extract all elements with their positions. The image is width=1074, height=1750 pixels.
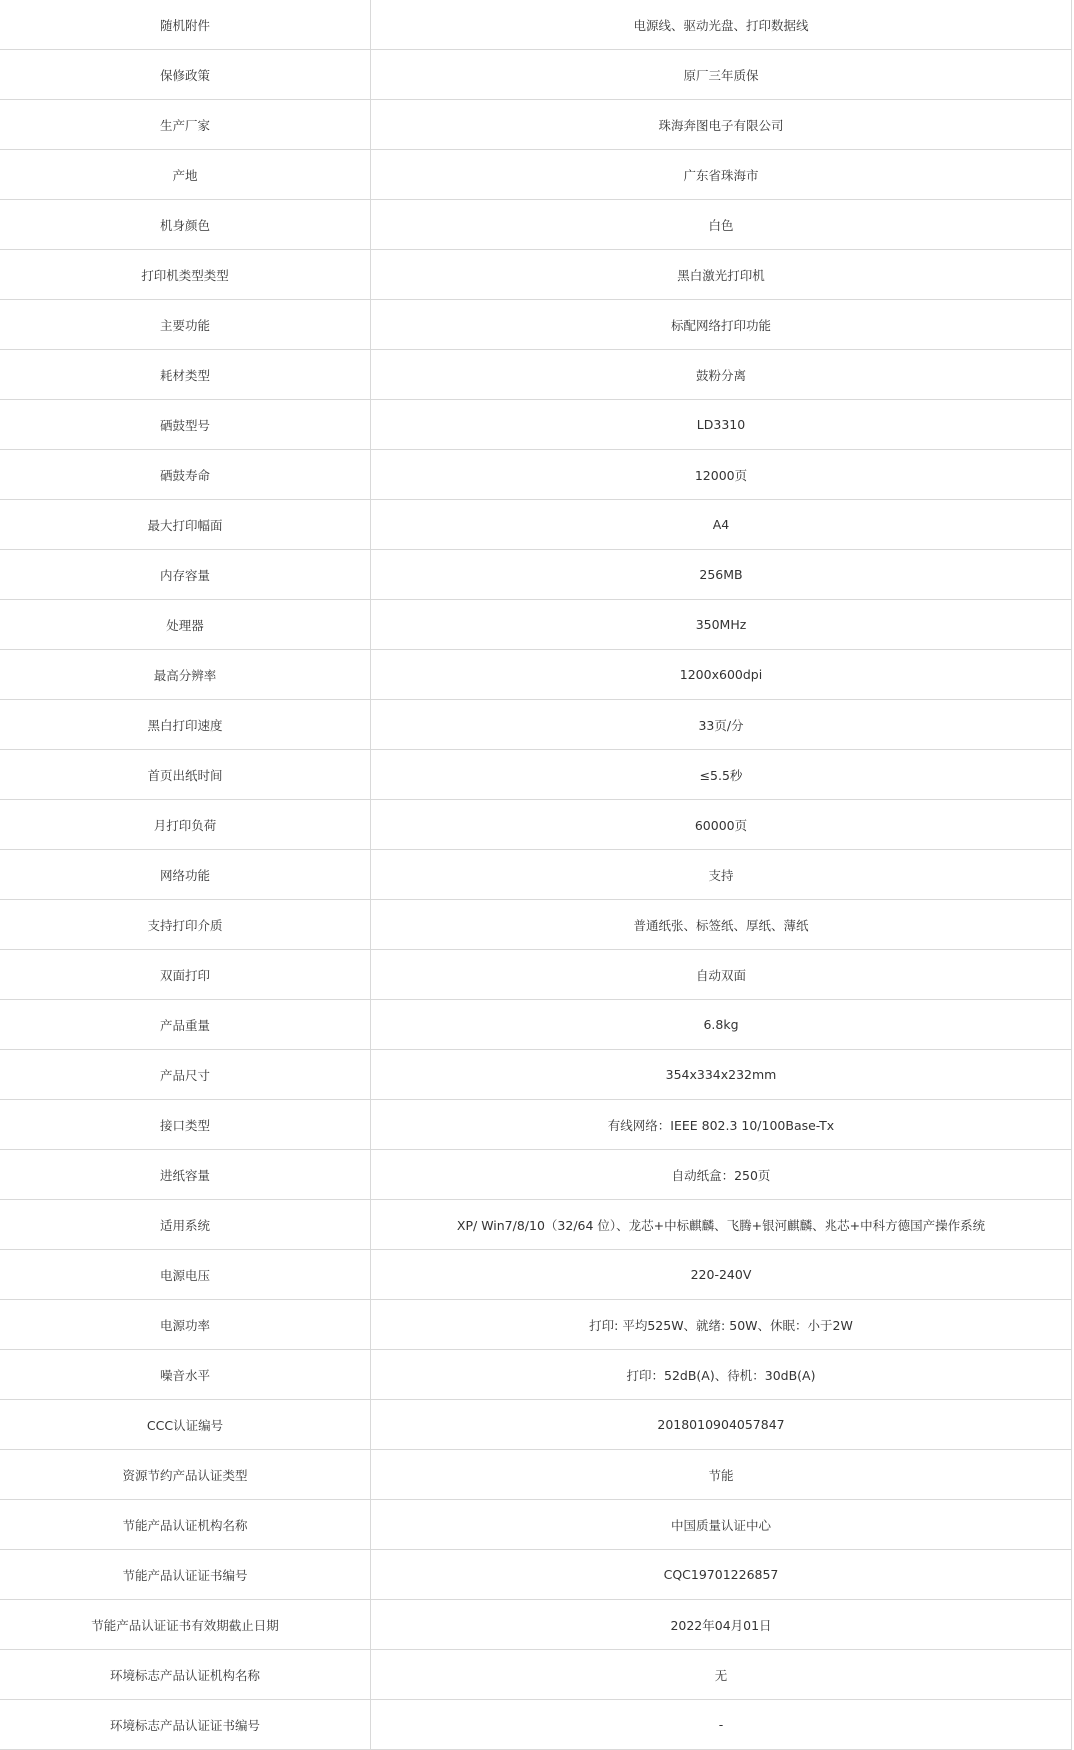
spec-value: 打印：52dB(A)、待机：30dB(A) (371, 1350, 1072, 1400)
spec-row (0, 750, 1072, 800)
spec-row (0, 700, 1072, 750)
spec-value: 中国质量认证中心 (371, 1500, 1072, 1550)
spec-value: 256MB (371, 550, 1072, 600)
spec-row (0, 1300, 1072, 1350)
spec-row (0, 1250, 1072, 1300)
spec-label: 适用系统 (0, 1200, 371, 1250)
spec-label: 进纸容量 (0, 1150, 371, 1200)
spec-row (0, 1450, 1072, 1500)
spec-row (0, 150, 1072, 200)
spec-label: 支持打印介质 (0, 900, 371, 950)
spec-row (0, 550, 1072, 600)
spec-label: 节能产品认证机构名称 (0, 1500, 371, 1550)
spec-row (0, 1700, 1072, 1750)
spec-value: 自动双面 (371, 950, 1072, 1000)
spec-row (0, 400, 1072, 450)
spec-label: 产品重量 (0, 1000, 371, 1050)
spec-row (0, 950, 1072, 1000)
spec-label: 硒鼓型号 (0, 400, 371, 450)
spec-value: 珠海奔图电子有限公司 (371, 100, 1072, 150)
spec-row (0, 850, 1072, 900)
spec-value: 2018010904057847 (371, 1400, 1072, 1450)
spec-row (0, 1550, 1072, 1600)
spec-value: 2022年04月01日 (371, 1600, 1072, 1650)
spec-value: 电源线、驱动光盘、打印数据线 (371, 0, 1072, 50)
spec-row (0, 1150, 1072, 1200)
spec-value: 220-240V (371, 1250, 1072, 1300)
spec-row (0, 1050, 1072, 1100)
spec-label: 资源节约产品认证类型 (0, 1450, 371, 1500)
spec-label: 主要功能 (0, 300, 371, 350)
spec-label: 处理器 (0, 600, 371, 650)
spec-row (0, 800, 1072, 850)
spec-row (0, 900, 1072, 950)
spec-label: 机身颜色 (0, 200, 371, 250)
spec-label: 节能产品认证证书编号 (0, 1550, 371, 1600)
spec-value: CQC19701226857 (371, 1550, 1072, 1600)
spec-row (0, 300, 1072, 350)
spec-value: - (371, 1700, 1072, 1750)
spec-value: 原厂三年质保 (371, 50, 1072, 100)
spec-value: 黑白激光打印机 (371, 250, 1072, 300)
spec-value: 6.8kg (371, 1000, 1072, 1050)
spec-label: 产地 (0, 150, 371, 200)
spec-row (0, 50, 1072, 100)
spec-row (0, 1500, 1072, 1550)
spec-value: ≤5.5秒 (371, 750, 1072, 800)
spec-label: 产品尺寸 (0, 1050, 371, 1100)
spec-label: 双面打印 (0, 950, 371, 1000)
spec-value: 350MHz (371, 600, 1072, 650)
spec-row (0, 500, 1072, 550)
spec-value: 有线网络：IEEE 802.3 10/100Base-Tx (371, 1100, 1072, 1150)
spec-label: 保修政策 (0, 50, 371, 100)
spec-row (0, 600, 1072, 650)
spec-row (0, 1600, 1072, 1650)
spec-value: 60000页 (371, 800, 1072, 850)
spec-label: 噪音水平 (0, 1350, 371, 1400)
spec-value: 354x334x232mm (371, 1050, 1072, 1100)
spec-row (0, 250, 1072, 300)
spec-row (0, 650, 1072, 700)
spec-value: 白色 (371, 200, 1072, 250)
spec-row (0, 1350, 1072, 1400)
spec-value: 支持 (371, 850, 1072, 900)
spec-row (0, 1400, 1072, 1450)
spec-row (0, 1100, 1072, 1150)
spec-label: 随机附件 (0, 0, 371, 50)
spec-row (0, 100, 1072, 150)
spec-row (0, 0, 1072, 50)
spec-row (0, 450, 1072, 500)
spec-value: 12000页 (371, 450, 1072, 500)
spec-label: 电源功率 (0, 1300, 371, 1350)
spec-label: 接口类型 (0, 1100, 371, 1150)
spec-value: LD3310 (371, 400, 1072, 450)
spec-label: 环境标志产品认证证书编号 (0, 1700, 371, 1750)
spec-label: 网络功能 (0, 850, 371, 900)
spec-value: 无 (371, 1650, 1072, 1700)
spec-label: 生产厂家 (0, 100, 371, 150)
spec-value: 广东省珠海市 (371, 150, 1072, 200)
spec-value: XP/ Win7/8/10（32/64 位）、龙芯+中标麒麟、飞腾+银河麒麟、兆芯+中科方德国产操作系统 (371, 1200, 1072, 1250)
spec-label: 环境标志产品认证机构名称 (0, 1650, 371, 1700)
spec-value: 33页/分 (371, 700, 1072, 750)
spec-row (0, 350, 1072, 400)
spec-value: 1200x600dpi (371, 650, 1072, 700)
spec-row (0, 1650, 1072, 1700)
spec-value: 节能 (371, 1450, 1072, 1500)
spec-label: 打印机类型类型 (0, 250, 371, 300)
spec-value: 打印: 平均525W、就绪: 50W、休眠：小于2W (371, 1300, 1072, 1350)
spec-value: 鼓粉分离 (371, 350, 1072, 400)
spec-label: 黑白打印速度 (0, 700, 371, 750)
spec-row (0, 1000, 1072, 1050)
spec-label: 内存容量 (0, 550, 371, 600)
spec-label: 最高分辨率 (0, 650, 371, 700)
spec-label: 耗材类型 (0, 350, 371, 400)
spec-value: 普通纸张、标签纸、厚纸、薄纸 (371, 900, 1072, 950)
spec-value: 自动纸盒：250页 (371, 1150, 1072, 1200)
spec-label: 硒鼓寿命 (0, 450, 371, 500)
spec-label: 首页出纸时间 (0, 750, 371, 800)
spec-label: 最大打印幅面 (0, 500, 371, 550)
spec-label: CCC认证编号 (0, 1400, 371, 1450)
spec-value: A4 (371, 500, 1072, 550)
spec-value: 标配网络打印功能 (371, 300, 1072, 350)
spec-row (0, 200, 1072, 250)
spec-label: 月打印负荷 (0, 800, 371, 850)
spec-label: 节能产品认证证书有效期截止日期 (0, 1600, 371, 1650)
spec-label: 电源电压 (0, 1250, 371, 1300)
spec-row (0, 1200, 1072, 1250)
